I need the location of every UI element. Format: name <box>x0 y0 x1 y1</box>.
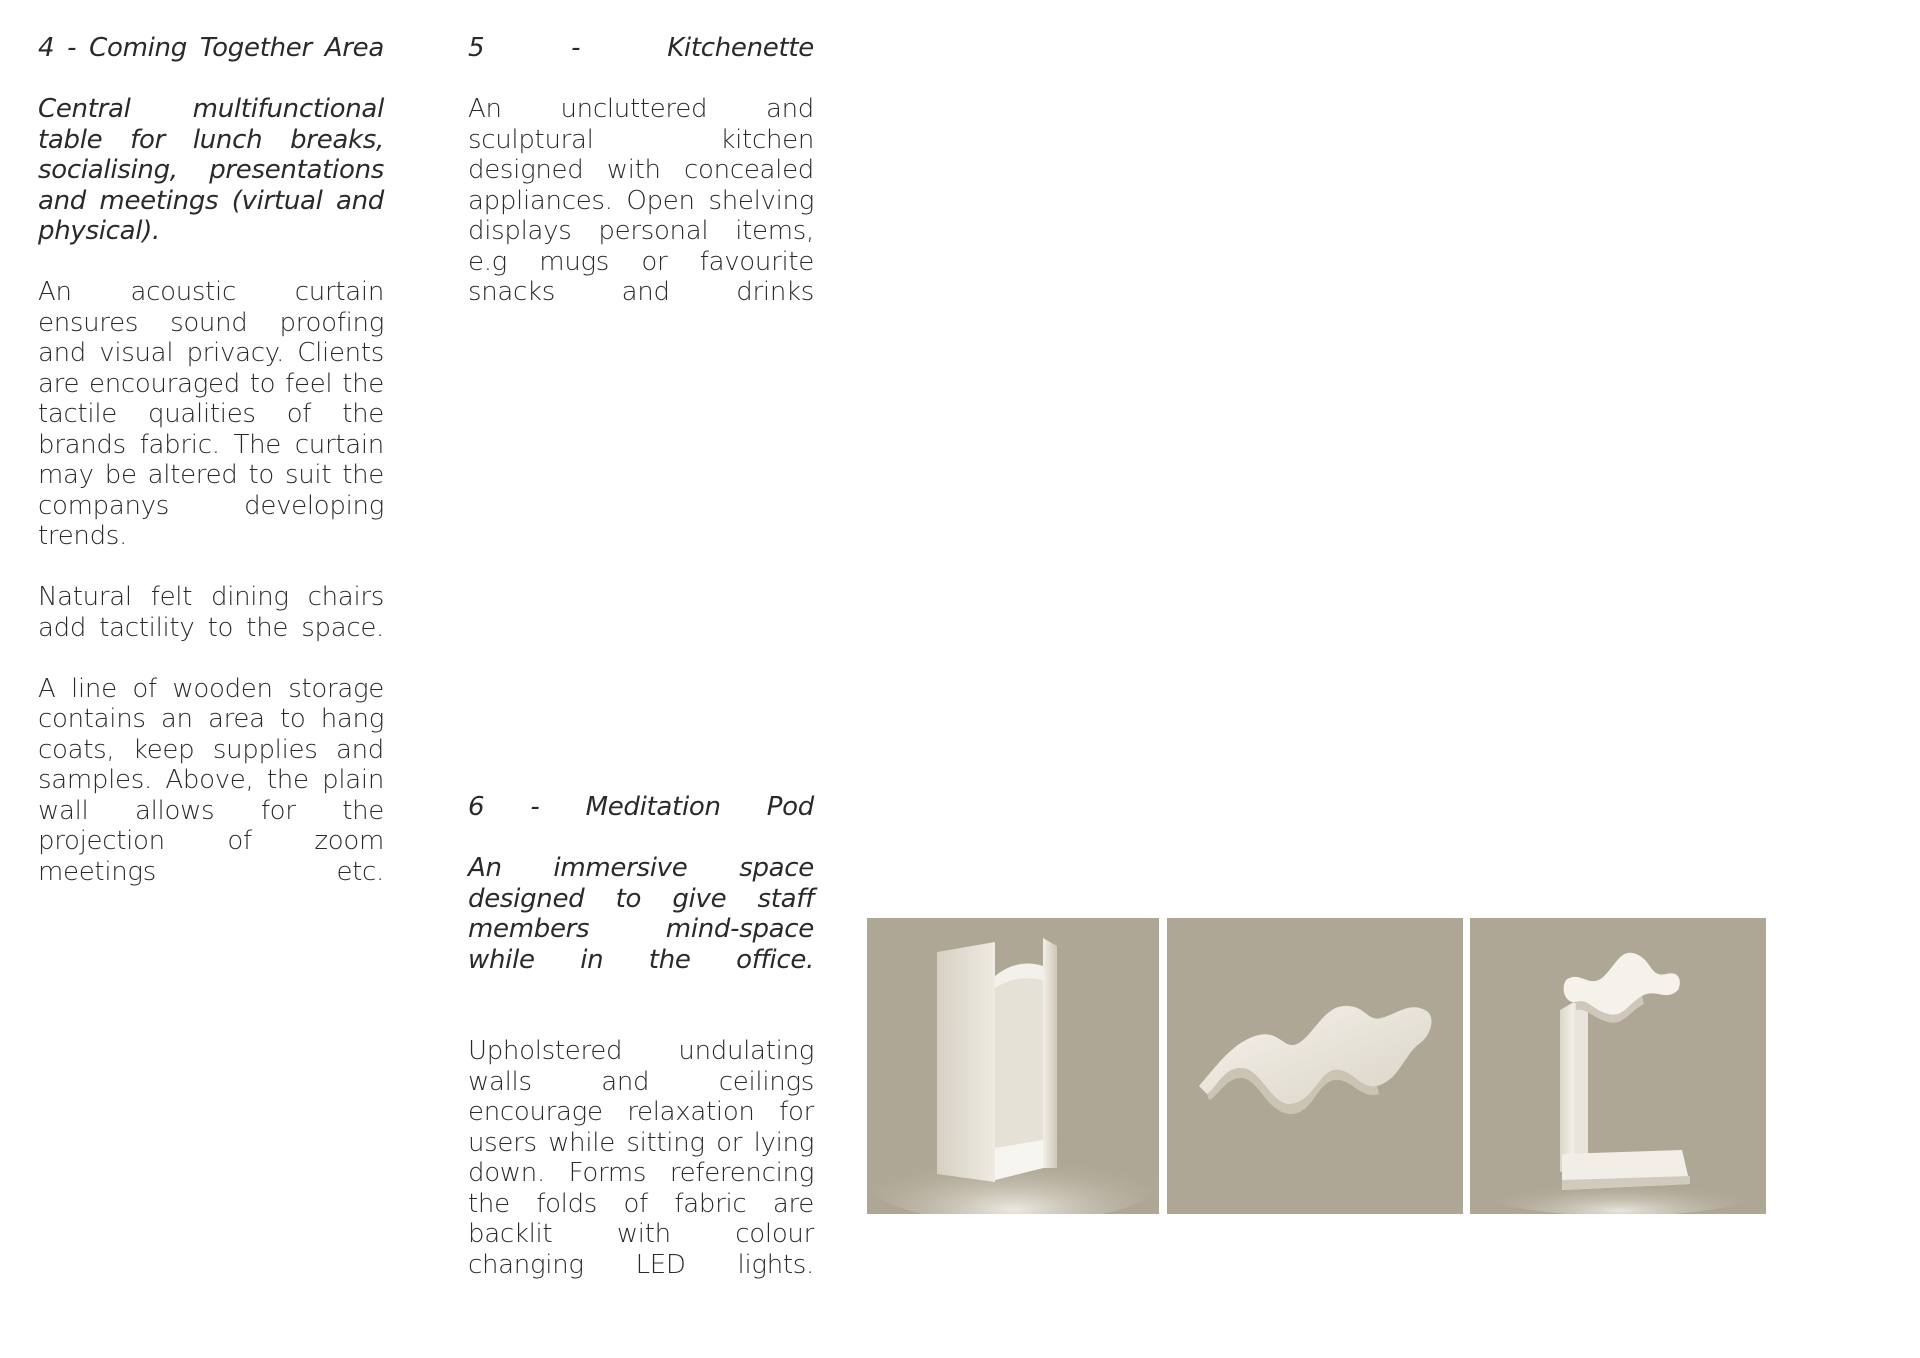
section-number: 4 <box>38 33 55 63</box>
heading-dash: - <box>530 792 540 822</box>
heading-word: Coming <box>89 33 187 63</box>
section-heading <box>468 33 814 64</box>
heading-word: Kitchenette <box>667 33 814 63</box>
section-coming-together-area <box>38 33 384 918</box>
section-number: 5 <box>468 33 485 63</box>
body-paragraph: Natural felt dining chairs add tactility to the space. <box>38 582 384 643</box>
heading-dash: - <box>67 33 77 63</box>
body-paragraph: A line of wooden storage contains an area to hang coats, keep supplies and samples. Above, the plain wall allows for the projection of zoom meetings etc. <box>38 673 384 887</box>
heading-word: Area <box>324 33 384 63</box>
heading-dash: - <box>571 33 581 63</box>
undulating-canopy-render <box>1167 918 1463 1214</box>
body-paragraph: An uncluttered and sculptural kitchen designed with concealed appliances. Open shelving displays personal items, e.g mugs or favourite snacks and drinks <box>468 94 814 307</box>
section-intro: Central multifunctional table for lunch breaks, socialising, presentations and meetings (virtual and physical). <box>38 94 384 246</box>
heading-word: Pod <box>766 792 814 822</box>
body-paragraph: Upholstered undulating walls and ceilings encourage relaxation for users while sitting or lying down. Forms referencing the folds of fabric are backlit with colour changing LED lights. <box>468 1036 814 1280</box>
heading-word: Together <box>199 33 312 63</box>
section-heading <box>38 33 384 64</box>
section-number: 6 <box>468 792 485 822</box>
section-heading <box>468 792 814 823</box>
pod-render-front <box>867 918 1159 1214</box>
section-meditation-pod <box>468 792 814 1311</box>
pod-render-side <box>1470 918 1766 1214</box>
body-paragraph: An acoustic curtain ensures sound proofing and visual privacy. Clients are encouraged to feel the tactile qualities of the brands fabric. The curtain may be altered to suit the companys developing trends. <box>38 277 384 551</box>
section-intro: An immersive space designed to give staff members mind-space while in the office. <box>468 853 814 975</box>
section-kitchenette <box>468 33 814 338</box>
heading-word: Meditation <box>585 792 721 822</box>
